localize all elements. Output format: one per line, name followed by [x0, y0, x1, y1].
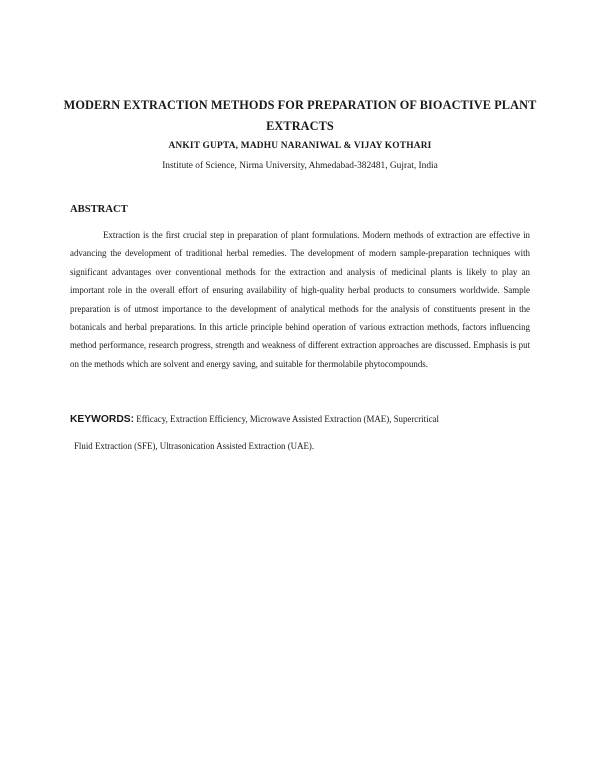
keywords-line-1: Efficacy, Extraction Efficiency, Microwave Assisted Extraction (MAE), Supercritical: [134, 414, 439, 424]
paper-title-line-2: EXTRACTS: [266, 119, 334, 133]
author-list: ANKIT GUPTA, MADHU NARANIWAL & VIJAY KOTHARI: [168, 141, 432, 151]
keywords-line-2: Fluid Extraction (SFE), Ultrasonication Assisted Extraction (UAE).: [74, 441, 315, 451]
abstract-body: Extraction is the first crucial step in preparation of plant formulations. Modern methods of extraction are effective in advancing the development of traditional herbal remedies. The development of modern sample-preparation techniques with significant advantages over conventional methods for the extraction and analysis of medicinal plants is likely to play an important role in the overall effort of ensuring availability of high-quality herbal products to consumers worldwide. Sample preparation is of utmost importance to the development of analytical methods for the analysis of constituents present in the botanicals and herbal preparations. In this article principle behind operation of various extraction methods, factors influencing method performance, research progress, strength and weakness of different extraction approaches are discussed. Emphasis is put on the methods which are solvent and energy saving, and suitable for thermolabile phytocompounds.: [70, 230, 530, 369]
keywords-section: [70, 406, 530, 460]
author-affiliation: Institute of Science, Nirma University, Ahmedabad-382481, Gujrat, India: [162, 161, 438, 171]
abstract-heading: ABSTRACT: [70, 204, 128, 215]
paper-title-line-1: MODERN EXTRACTION METHODS FOR PREPARATION OF BIOACTIVE PLANT: [63, 98, 537, 112]
keywords-label: KEYWORDS:: [70, 414, 135, 425]
paper-title: [60, 95, 540, 137]
